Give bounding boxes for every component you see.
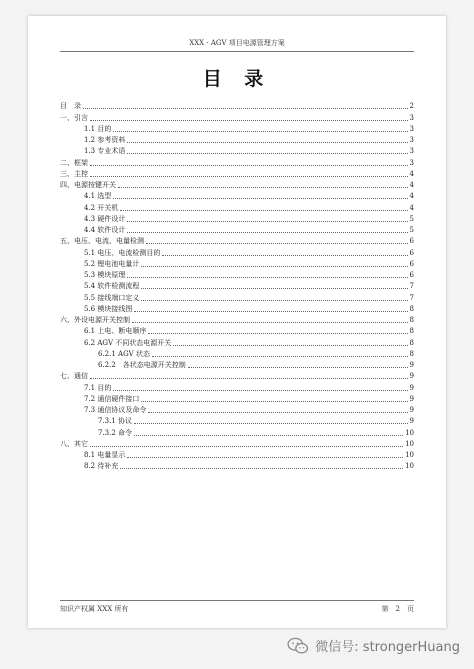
toc-entry-page: 9 — [409, 394, 414, 403]
toc-entry-label: 5.2 锂电池电量计 — [84, 259, 140, 268]
toc-dot-leader — [146, 243, 408, 244]
toc-entry[interactable] — [60, 303, 414, 314]
toc-dot-leader — [152, 356, 408, 357]
toc-entry-label: 5.3 模块原理 — [84, 271, 126, 279]
toc-entry[interactable] — [60, 190, 414, 201]
toc-entry-label: 七、通信 — [60, 372, 88, 381]
toc-entry[interactable] — [60, 348, 414, 359]
page-header: XXX · AGV 项目电源管理方案 — [60, 38, 414, 52]
toc-entry[interactable] — [60, 179, 414, 190]
toc-dot-leader — [120, 468, 403, 469]
toc-entry-page: 3 — [409, 124, 414, 133]
footer-page-number: 第 2 页 — [381, 605, 414, 613]
toc-entry[interactable] — [60, 291, 414, 302]
toc-entry-page: 8 — [409, 349, 414, 358]
toc-entry-page: 4 — [409, 181, 414, 189]
toc-entry-label: 8.2 待补充 — [84, 462, 119, 471]
toc-entry[interactable] — [60, 381, 414, 392]
toc-dot-leader — [90, 120, 408, 121]
toc-entry-page: 2 — [409, 102, 414, 111]
page-title: 目 录 — [202, 68, 272, 90]
toc-dot-leader — [90, 378, 408, 379]
toc-dot-leader — [141, 266, 407, 267]
toc-entry-label: 4.1 选型 — [84, 192, 112, 201]
toc-dot-leader — [90, 165, 408, 166]
toc-entry[interactable] — [60, 156, 414, 167]
toc-entry[interactable] — [60, 100, 414, 111]
toc-entry[interactable] — [60, 111, 414, 122]
toc-dot-leader — [113, 390, 407, 391]
toc-entry[interactable] — [60, 370, 414, 381]
toc-entry-label: 5.6 模块接线图 — [84, 304, 133, 313]
toc-entry-label: 四、电源按键开关 — [60, 181, 116, 189]
toc-entry[interactable] — [60, 404, 414, 415]
toc-entry-label: 7.3.1 协议 — [98, 417, 133, 426]
toc-entry-page: 4 — [409, 203, 414, 212]
toc-entry-label: 5.1 电压、电流检测目的 — [84, 248, 161, 257]
wechat-watermark — [287, 636, 460, 655]
toc-dot-leader — [90, 446, 403, 447]
toc-entry-label: 1.1 目的 — [84, 124, 112, 133]
toc-entry-page: 8 — [409, 338, 414, 347]
toc-entry-page: 3 — [409, 113, 414, 122]
toc-entry[interactable] — [60, 336, 414, 347]
toc-entry-page: 10 — [405, 462, 414, 471]
toc-dot-leader — [113, 131, 407, 132]
toc-dot-leader — [113, 198, 407, 199]
toc-entry-label: 5.4 软件检测流程 — [84, 282, 140, 291]
toc-entry-page: 7 — [409, 293, 414, 302]
toc-entry-label: 4.2 开关机 — [84, 203, 119, 212]
toc-entry-label: 7.3.2 命令 — [98, 428, 133, 437]
toc-entry-page: 3 — [409, 158, 414, 167]
toc-entry-label: 6.1 上电、断电顺序 — [84, 327, 147, 336]
toc-entry[interactable] — [60, 426, 414, 437]
toc-entry-label: 目 录 — [60, 102, 81, 111]
toc-entry-page: 8 — [409, 304, 414, 313]
toc-dot-leader — [83, 108, 408, 109]
toc-dot-leader — [127, 142, 407, 143]
toc-entry[interactable] — [60, 280, 414, 291]
toc-entry-label: 一、引言 — [60, 113, 88, 122]
toc-entry[interactable] — [60, 235, 414, 246]
table-of-contents — [60, 100, 414, 471]
toc-entry[interactable] — [60, 123, 414, 134]
toc-entry-page: 3 — [409, 147, 414, 156]
toc-entry-label: 三、主控 — [60, 169, 88, 178]
toc-entry-page: 9 — [409, 372, 414, 381]
toc-dot-leader — [141, 401, 407, 402]
toc-entry-label: 7.3 通信协议及命令 — [84, 406, 147, 414]
toc-entry-label: 6.2 AGV 不同状态电源开关 — [84, 338, 172, 347]
toc-entry-page: 5 — [409, 214, 414, 223]
toc-entry[interactable] — [60, 449, 414, 460]
toc-dot-leader — [188, 367, 408, 368]
toc-dot-leader — [120, 210, 407, 211]
toc-entry-label: 4.3 硬件设计 — [84, 214, 126, 223]
toc-entry-page: 9 — [409, 383, 414, 392]
toc-entry[interactable] — [60, 269, 414, 280]
toc-entry-page: 10 — [405, 428, 414, 437]
toc-entry-page: 8 — [409, 316, 414, 324]
toc-dot-leader — [162, 255, 407, 256]
toc-entry-page: 7 — [409, 282, 414, 291]
toc-entry-page: 10 — [405, 451, 414, 459]
toc-dot-leader — [127, 153, 407, 154]
toc-entry[interactable] — [60, 168, 414, 179]
toc-entry[interactable] — [60, 393, 414, 404]
toc-dot-leader — [90, 176, 408, 177]
toc-entry-label: 7.2 通信硬件接口 — [84, 394, 140, 403]
toc-entry-label: 8.1 电量显示 — [84, 451, 126, 459]
toc-entry[interactable] — [60, 438, 414, 449]
toc-dot-leader — [132, 322, 408, 323]
toc-dot-leader — [127, 277, 407, 278]
toc-entry-label: 4.4 软件设计 — [84, 226, 126, 234]
toc-entry-label: 1.2 参考资料 — [84, 136, 126, 144]
toc-entry-page: 9 — [409, 406, 414, 414]
toc-entry[interactable] — [60, 460, 414, 471]
toc-entry[interactable] — [60, 201, 414, 212]
toc-dot-leader — [127, 221, 407, 222]
toc-entry-page: 4 — [409, 192, 414, 201]
toc-entry-label: 6.2.2 各状态电源开关控制 — [98, 361, 186, 369]
toc-entry[interactable] — [60, 145, 414, 156]
toc-entry[interactable] — [60, 359, 414, 370]
toc-dot-leader — [127, 457, 403, 458]
toc-entry-label: 五、电压、电流、电量检测 — [60, 237, 144, 246]
wechat-icon — [287, 637, 309, 655]
toc-dot-leader — [118, 187, 408, 188]
toc-entry-page: 6 — [409, 259, 414, 268]
toc-entry[interactable] — [60, 134, 414, 145]
toc-dot-leader — [134, 311, 407, 312]
toc-dot-leader — [148, 333, 407, 334]
footer-copyright: 知识产权属 XXX 所有 — [60, 605, 129, 613]
toc-entry[interactable] — [60, 325, 414, 336]
toc-entry-label: 六、外设电源开关控制 — [60, 316, 130, 324]
toc-entry-page: 6 — [409, 237, 414, 246]
toc-dot-leader — [173, 345, 407, 346]
toc-entry-page: 5 — [409, 226, 414, 234]
toc-entry-page: 10 — [405, 439, 414, 448]
toc-entry[interactable] — [60, 314, 414, 325]
toc-entry-page: 6 — [409, 248, 414, 257]
toc-entry-page: 9 — [409, 361, 414, 369]
page-footer — [60, 600, 414, 614]
toc-entry-page: 4 — [409, 169, 414, 178]
toc-entry-label: 6.2.1 AGV 状态 — [98, 349, 150, 358]
toc-entry-page: 8 — [409, 327, 414, 336]
toc-entry[interactable] — [60, 224, 414, 235]
watermark-text: 微信号: strongerHuang — [315, 640, 460, 655]
toc-entry[interactable] — [60, 415, 414, 426]
toc-dot-leader — [141, 300, 407, 301]
toc-entry[interactable] — [60, 213, 414, 224]
toc-entry-label: 二、框架 — [60, 158, 88, 167]
toc-entry-label: 1.3 专业术语 — [84, 147, 126, 156]
document-page — [28, 16, 446, 628]
toc-entry[interactable] — [60, 258, 414, 269]
toc-entry[interactable] — [60, 246, 414, 257]
toc-dot-leader — [134, 435, 403, 436]
toc-dot-leader — [148, 412, 407, 413]
toc-dot-leader — [127, 232, 407, 233]
toc-entry-page: 6 — [409, 271, 414, 279]
toc-dot-leader — [141, 288, 407, 289]
toc-entry-page: 3 — [409, 136, 414, 144]
toc-entry-page: 9 — [409, 417, 414, 426]
toc-dot-leader — [134, 423, 407, 424]
toc-entry-label: 7.1 目的 — [84, 383, 112, 392]
toc-entry-label: 5.5 接线端口定义 — [84, 293, 140, 302]
toc-entry-label: 八、其它 — [60, 439, 88, 448]
